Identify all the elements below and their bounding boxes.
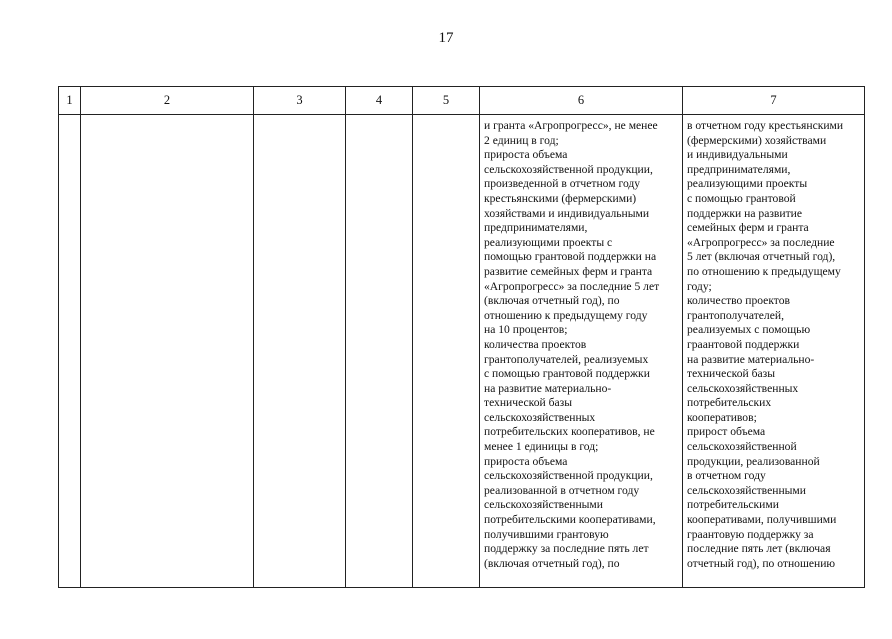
document-table (58, 86, 865, 588)
table-cell-col6 (480, 115, 683, 588)
column-header-1: 1 (59, 87, 81, 115)
table-cell-col7 (683, 115, 865, 588)
cell-text-col6: и гранта «Агропрогресс», не менее 2 единиц в год; прироста объема сельскохозяйственной продукции, произведенной в отчетном году крестьянскими (фермерскими) хозяйствами и индивидуальными предпринимателями, реализующими проекты с помощью грантовой поддержки на развитие семейных ферм и гранта «Агропрогресс» за последние 5 лет (включая отчетный год), по отношению к предыдущему году на 10 процентов; количества проектов грантополучателей, реализуемых с помощью грантовой поддержки на развитие материально- технической базы сельскохозяйственных потребительских кооперативов, не менее 1 единицы в год; прироста объема сельскохозяйственной продукции, реализованной в отчетном году сельскохозяйственными потребительскими кооперативами, получившими грантовую поддержку за последние пять лет (включая отчетный год), по (484, 119, 660, 570)
table-cell-col3 (254, 115, 346, 588)
cell-text-col2 (81, 115, 253, 587)
table-cell-col1 (59, 115, 81, 588)
column-header-5: 5 (413, 87, 480, 115)
cell-text-col3 (254, 115, 345, 587)
cell-text-col7: в отчетном году крестьянскими (фермерскими) хозяйствами и индивидуальными предпринимателями, реализующими проекты с помощью грантовой поддержки на развитие семейных ферм и гранта «Агропрогресс» за последние 5 лет (включая отчетный год), по отношению к предыдущему году; количество проектов грантополучателей, реализуемых с помощью граантовой поддержки на развитие материально- технической базы сельскохозяйственных потребительских кооперативов; прирост объема сельскохозяйственной продукции, реализованной в отчетном году сельскохозяйственными потребительскими кооперативами, получившими граантовую поддержку за последние пять лет (включая отчетный год), по отношению (687, 119, 844, 570)
table-cell-col2 (81, 115, 254, 588)
column-header-3: 3 (254, 87, 346, 115)
column-header-7: 7 (683, 87, 865, 115)
cell-text-col4 (346, 115, 412, 587)
table-row (59, 115, 865, 588)
column-header-6: 6 (480, 87, 683, 115)
page-number: 17 (438, 30, 454, 46)
column-header-2: 2 (81, 87, 254, 115)
cell-text-col5 (413, 115, 479, 587)
cell-text-col1 (59, 115, 80, 587)
column-header-4: 4 (346, 87, 413, 115)
table-cell-col4 (346, 115, 413, 588)
table-cell-col5 (413, 115, 480, 588)
table-header-row (59, 87, 865, 115)
